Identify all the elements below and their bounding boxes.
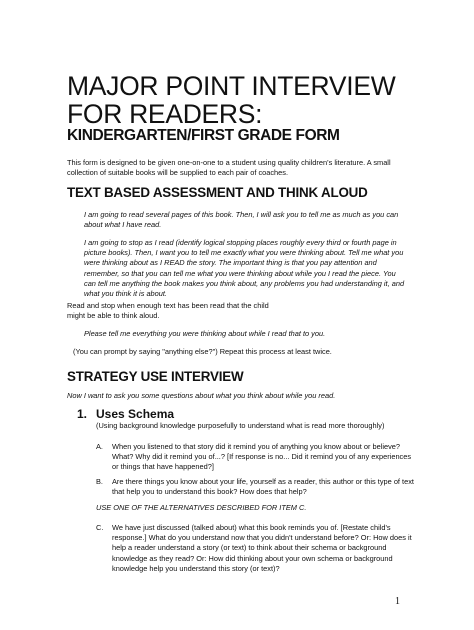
question-c-text: We have just discussed (talked about) what this book reminds you of. [Restate child's response.] What do you understand now that you didn't understand before? Or: How does it help a reader understand a story (or text) to think about their schema or background knowledge as they read? Or: How did thinking about your own schema or background knowledge help you understand this story (or text)? bbox=[112, 523, 412, 573]
prompt-repeat-note: (You can prompt by saying "anything else?") Repeat this process at least twice. bbox=[73, 347, 332, 356]
question-b-text: Are there things you know about your life, yourself as a reader, this author or this type of text that help you to understand this book? How does that help? bbox=[112, 477, 414, 497]
section-heading-think-aloud: TEXT BASED ASSESSMENT AND THINK ALOUD bbox=[67, 185, 368, 200]
item-number: 1. bbox=[77, 407, 88, 421]
prompt-tell-me: Please tell me everything you were thinking about while I read that to you. bbox=[84, 329, 326, 338]
question-b-label: B. bbox=[96, 477, 103, 486]
instruction-stop-and-think: I am going to stop as I read (identify logical stopping places roughly every third or fourth page in picture books). Then, I want you to tell me exactly what you were thinking about. Tell me what you were thinking about as I READ the story. The important thing is that you pay attention and remember, so that you can tell me what you were thinking about while you I read the piece. You can tell me anything the book makes you think about, any problems you had understanding it, and what you think it is about. bbox=[84, 238, 405, 299]
strategy-intro: Now I want to ask you some questions about what you think about while you read. bbox=[67, 391, 336, 400]
title-line-1: MAJOR POINT INTERVIEW bbox=[67, 71, 396, 101]
alternatives-note: USE ONE OF THE ALTERNATIVES DESCRIBED FOR ITEM C. bbox=[96, 503, 307, 512]
title-line-2: FOR READERS: bbox=[67, 99, 263, 129]
question-c-label: C. bbox=[96, 523, 104, 532]
item-description: (Using background knowledge purposefully to understand what is read more thoroughly) bbox=[96, 421, 385, 430]
item-title: Uses Schema bbox=[96, 407, 175, 421]
question-a-text: When you listened to that story did it remind you of anything you know about or believe? What? Why did it remind you of...? [If response is no... Did it remind you of any experiences or things that have happened?] bbox=[112, 442, 412, 472]
instruction-read-and-stop: Read and stop when enough text has been read that the child might be able to think aloud. bbox=[67, 301, 269, 321]
intro-paragraph: This form is designed to be given one-on-one to a student using quality children’s literature. A small collection of suitable books will be supplied to each pair of coaches. bbox=[67, 158, 391, 178]
question-a-label: A. bbox=[96, 442, 103, 451]
instruction-read-pages: I am going to read several pages of this book. Then, I will ask you to tell me as much as you can about what I have read. bbox=[84, 210, 399, 230]
section-heading-strategy: STRATEGY USE INTERVIEW bbox=[67, 369, 244, 384]
page-number: 1 bbox=[395, 596, 400, 607]
subtitle: KINDERGARTEN/FIRST GRADE FORM bbox=[67, 127, 340, 144]
